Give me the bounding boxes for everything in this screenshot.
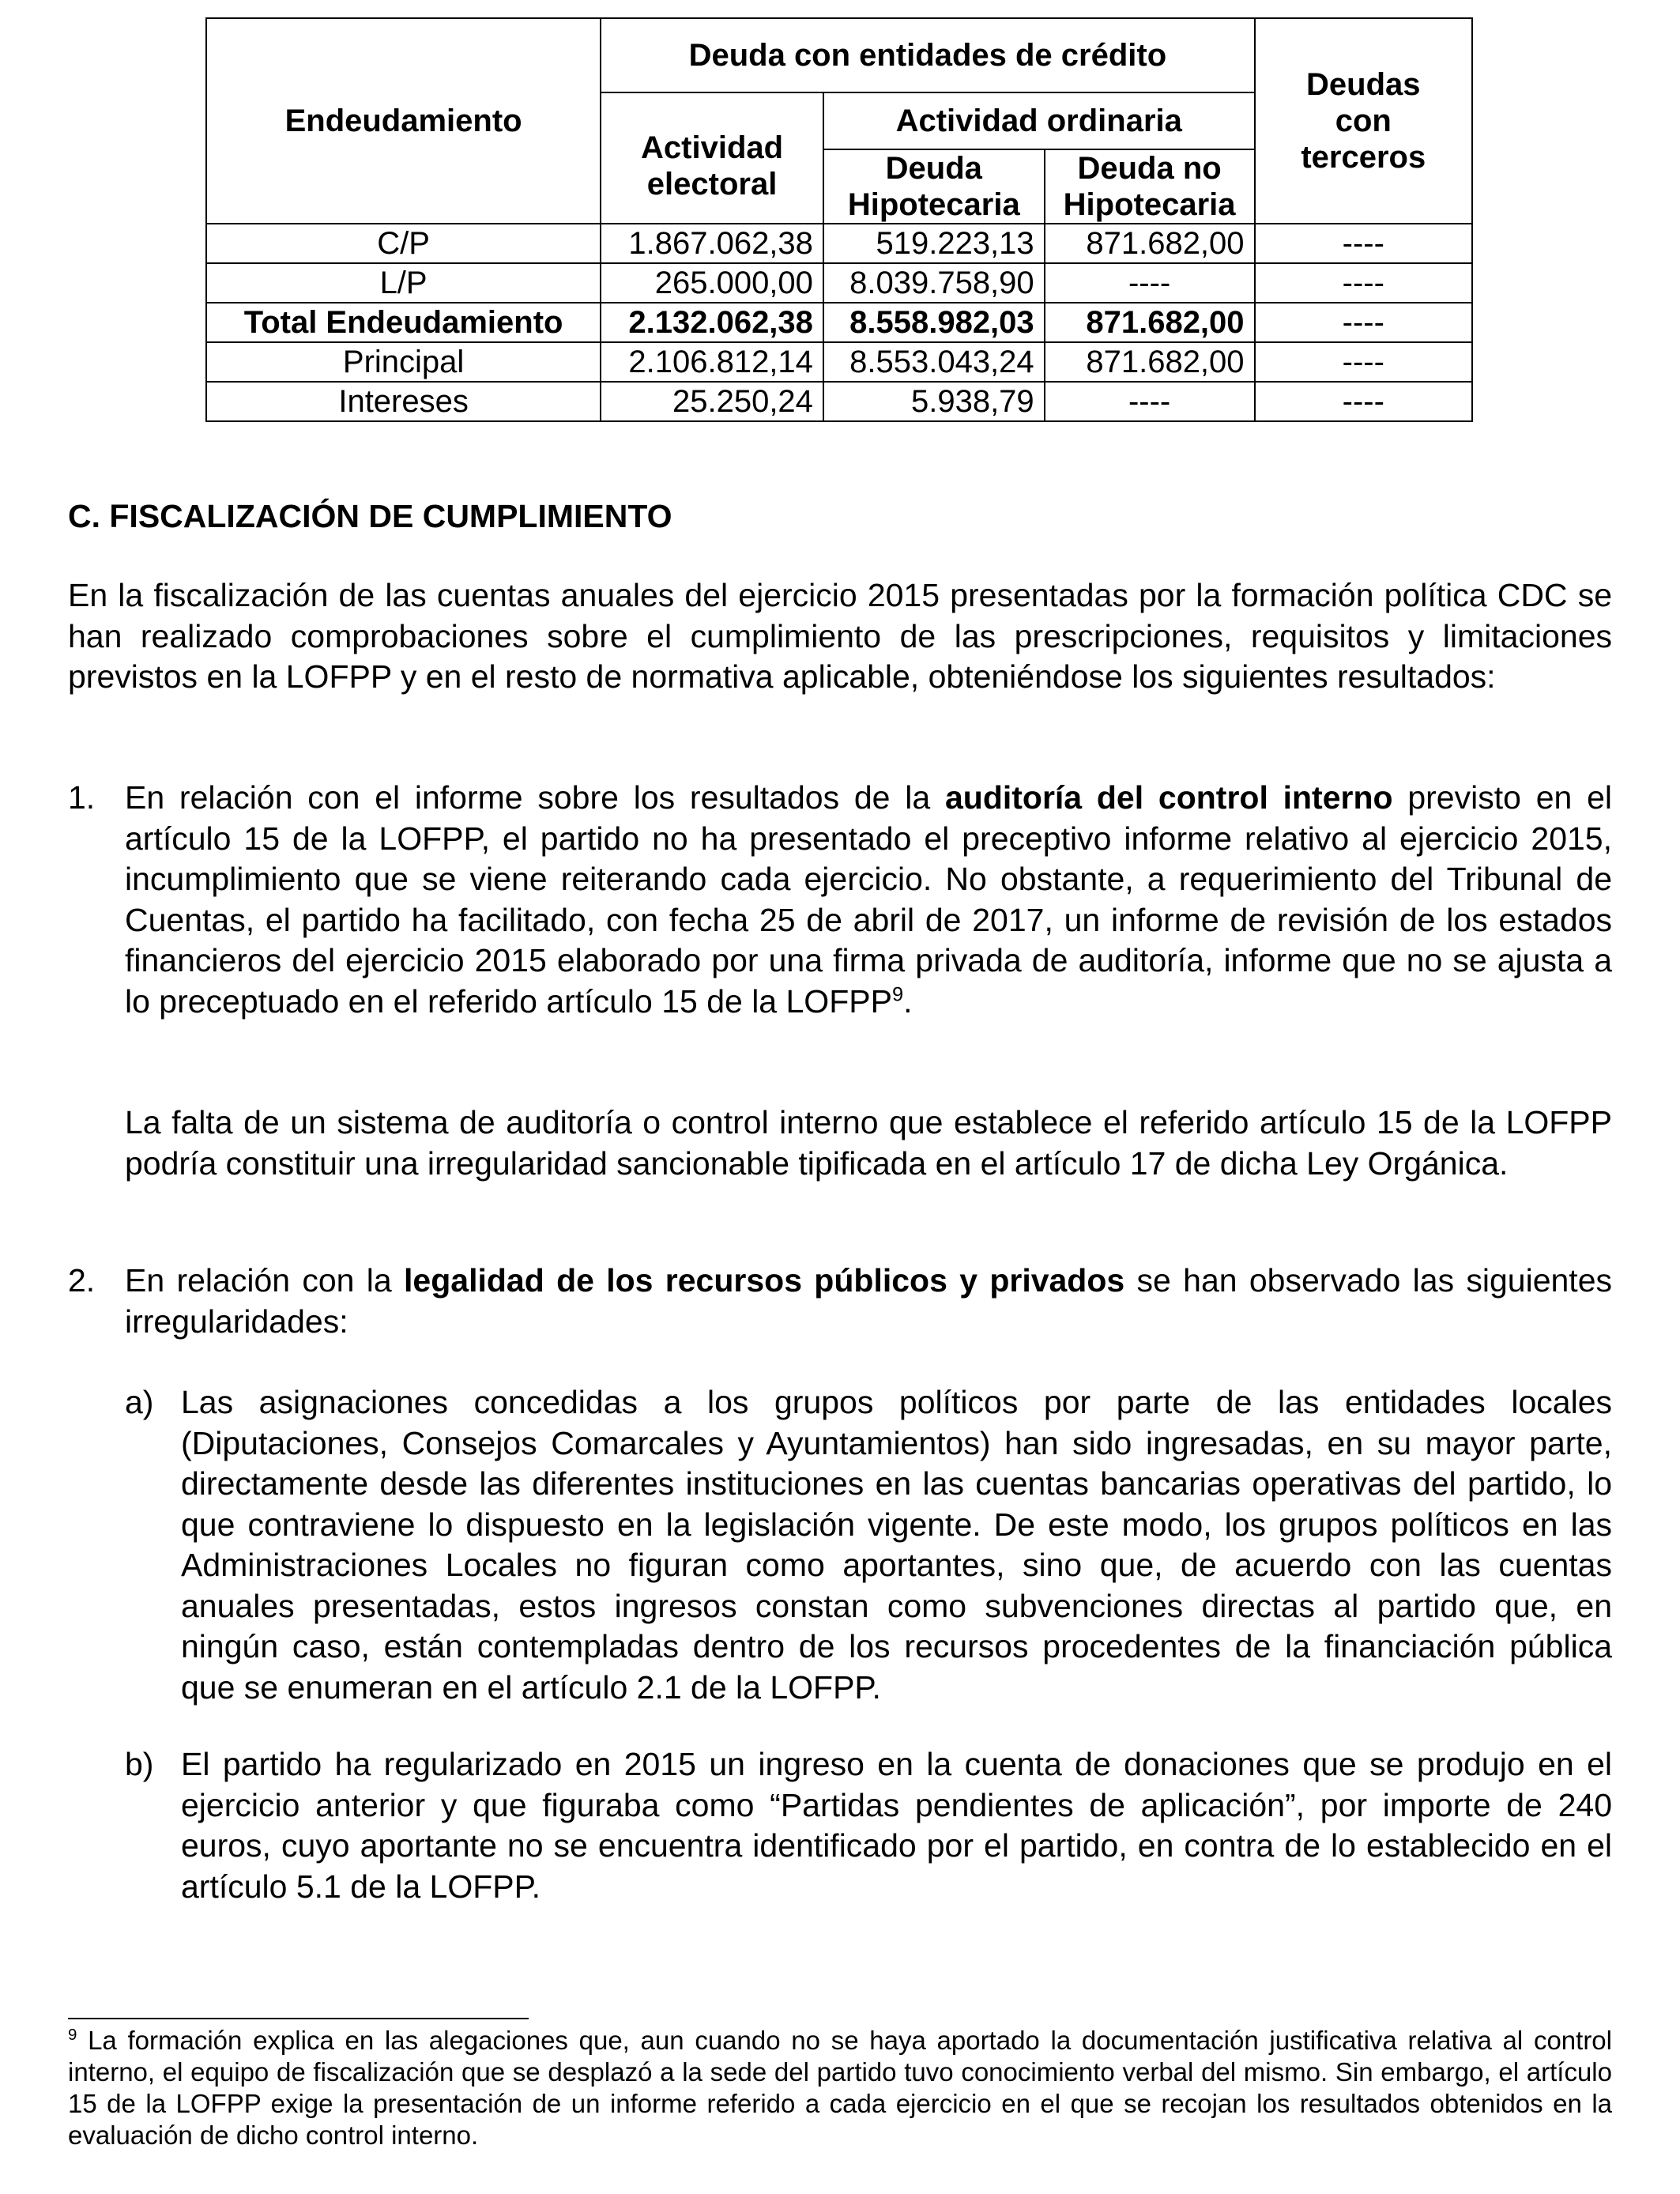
cell-mortgage: 8.039.758,90 — [823, 263, 1045, 303]
footnote-number: 9 — [68, 2026, 77, 2044]
header-ordinary: Actividad ordinaria — [823, 92, 1255, 149]
footnote-separator — [68, 2018, 529, 2019]
item-1-bold: auditoría del control interno — [944, 779, 1393, 816]
row-label: Total Endeudamiento — [206, 303, 601, 342]
header-third-party: Deudas con terceros — [1255, 18, 1472, 224]
footnote: $^9$ La formación explica en las alegaciones que, aun cuando no se haya aportado la documentación justificativa relativa al control interno, el equipo de fiscalización que se desplazó a la sede del partido tuvo conocimiento verbal del mismo. Sin embargo, el artículo 15 de la LOFPP exige la presentación de un informe referido a cada ejercicio en el que se recojan los resultados obtenidos en la evaluación de dicho control interno. — [68, 2026, 1612, 2150]
intro-paragraph: En la fiscalización de las cuentas anuales del ejercicio 2015 presentadas por la formación política CDC se han realizado comprobaciones sobre el cumplimiento de las prescripciones, requisitos y limitaciones previstos en la LOFPP y en el resto de normativa aplicable, obteniéndose los siguientes resultados: — [68, 577, 1612, 695]
item-2-paragraph: En relación con la legalidad de los recursos públicos y privados se han observado las siguientes irregularidades: — [125, 1262, 1613, 1340]
cell-electoral: 25.250,24 — [601, 382, 823, 421]
table-row — [206, 263, 1472, 303]
cell-electoral: 2.106.812,14 — [601, 342, 823, 382]
sub-b-paragraph: El partido ha regularizado en 2015 un ingreso en la cuenta de donaciones que se produjo en el ejercicio anterior y que figuraba como “Partidas pendientes de aplicación”, por importe de 240 euros, cuyo aportante no se encuentra identificado por el partido, en contra de lo establecido en el artículo 5.1 de la LOFPP. — [181, 1746, 1612, 1905]
list-marker-2: 2. — [68, 1262, 96, 1299]
cell-non-mortgage: 871.682,00 — [1045, 342, 1255, 382]
cell-non-mortgage: 871.682,00 — [1045, 303, 1255, 342]
section-heading: C. FISCALIZACIÓN DE CUMPLIMIENTO — [68, 498, 672, 534]
cell-non-mortgage: 871.682,00 — [1045, 224, 1255, 263]
row-label: C/P — [206, 224, 601, 263]
table-header-row-1 — [206, 18, 1472, 92]
cell-third-party: ---- — [1255, 382, 1472, 421]
header-electoral: Actividad electoral — [601, 92, 823, 224]
cell-third-party: ---- — [1255, 263, 1472, 303]
sub-a-paragraph: Las asignaciones concedidas a los grupos políticos por parte de las entidades locales (Diputaciones, Consejos Comarcales y Ayuntamientos) han sido ingresadas, en su mayor parte, directamente desde las diferentes instituciones en las cuentas bancarias operativas del partido, lo que contraviene lo dispuesto en la legislación vigente. De este modo, los grupos políticos en las Administraciones Locales no figuran como aportantes, sino que, de acuerdo con las cuentas anuales presentadas, estos ingresos constan como subvenciones directas al partido que, en ningún caso, están contempladas dentro de los recursos procedentes de la financiación pública que se enumeran en el artículo 2.1 de la LOFPP. — [181, 1384, 1612, 1706]
cell-mortgage: 8.558.982,03 — [823, 303, 1045, 342]
table-row-total — [206, 303, 1472, 342]
cell-electoral: 2.132.062,38 — [601, 303, 823, 342]
row-label: Principal — [206, 342, 601, 382]
footnote-ref: 9 — [891, 982, 904, 1005]
header-endeudamiento: Endeudamiento — [206, 18, 601, 224]
sub-marker-a: a) — [125, 1384, 154, 1420]
header-credit-group: Deuda con entidades de crédito — [601, 18, 1254, 92]
table-row — [206, 382, 1472, 421]
cell-mortgage: 5.938,79 — [823, 382, 1045, 421]
cell-non-mortgage: ---- — [1045, 263, 1255, 303]
header-non-mortgage: Deuda no Hipotecaria — [1045, 149, 1255, 224]
cell-third-party: ---- — [1255, 303, 1472, 342]
row-label: L/P — [206, 263, 601, 303]
item-2-bold: legalidad de los recursos públicos y privados — [404, 1262, 1125, 1299]
cell-non-mortgage: ---- — [1045, 382, 1255, 421]
cell-electoral: 1.867.062,38 — [601, 224, 823, 263]
sub-marker-b: b) — [125, 1746, 154, 1782]
table-row — [206, 224, 1472, 263]
cell-third-party: ---- — [1255, 224, 1472, 263]
cell-electoral: 265.000,00 — [601, 263, 823, 303]
item-1-paragraph-2: La falta de un sistema de auditoría o control interno que establece el referido artículo 15 de la LOFPP podría constituir una irregularidad sancionable tipificada en el artículo 17 de dicha Ley Orgánica. — [125, 1104, 1612, 1182]
list-marker-1: 1. — [68, 779, 96, 816]
table-row — [206, 342, 1472, 382]
row-label: Intereses — [206, 382, 601, 421]
debt-table — [205, 17, 1473, 422]
cell-third-party: ---- — [1255, 342, 1472, 382]
item-1-paragraph: En relación con el informe sobre los resultados de la auditoría del control interno previsto en el artículo 15 de la LOFPP, el partido no ha presentado el preceptivo informe relativo al ejercicio 2015, incumplimiento que se viene reiterando cada ejercicio. No obstante, a requerimiento del Tribunal de Cuentas, el partido ha facilitado, con fecha 25 de abril de 2017, un informe de revisión de los estados financieros del ejercicio 2015 elaborado por una firma privada de auditoría, informe que no se ajusta a lo preceptuado en el referido artículo 15 de la LOFPP$^9$. — [125, 779, 1612, 1020]
cell-mortgage: 8.553.043,24 — [823, 342, 1045, 382]
cell-mortgage: 519.223,13 — [823, 224, 1045, 263]
header-mortgage: Deuda Hipotecaria — [823, 149, 1045, 224]
